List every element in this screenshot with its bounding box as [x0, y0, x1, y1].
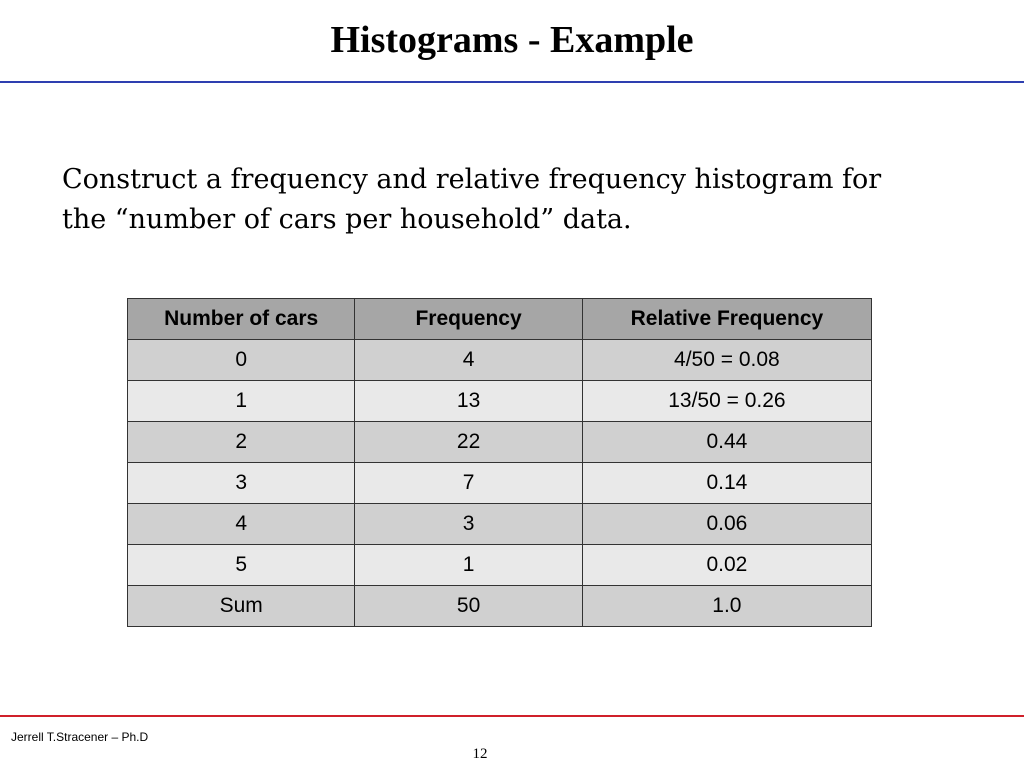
cell-frequency: 3: [355, 504, 582, 545]
cell-number-of-cars: 5: [128, 545, 355, 586]
cell-number-of-cars: 4: [128, 504, 355, 545]
frequency-table: [127, 298, 872, 627]
cell-sum-frequency: 50: [355, 586, 582, 627]
table-row: [128, 504, 872, 545]
header-relative-frequency: Relative Frequency: [582, 299, 871, 340]
instruction-line-1: Construct a frequency and relative frequency histogram for: [62, 164, 882, 195]
cell-relative-frequency: 13/50 = 0.26: [582, 381, 871, 422]
cell-number-of-cars: 0: [128, 340, 355, 381]
cell-frequency: 13: [355, 381, 582, 422]
cell-sum-label: Sum: [128, 586, 355, 627]
cell-number-of-cars: 3: [128, 463, 355, 504]
table-row: [128, 381, 872, 422]
table-row: [128, 422, 872, 463]
table-row: [128, 463, 872, 504]
table-row: [128, 340, 872, 381]
title-divider: [0, 81, 1024, 83]
instruction-text: [62, 160, 962, 240]
footer-author: Jerrell T.Stracener – Ph.D: [11, 730, 149, 744]
cell-relative-frequency: 0.14: [582, 463, 871, 504]
table-row-sum: [128, 586, 872, 627]
footer-divider: [0, 715, 1024, 717]
cell-frequency: 4: [355, 340, 582, 381]
cell-frequency: 7: [355, 463, 582, 504]
cell-relative-frequency: 4/50 = 0.08: [582, 340, 871, 381]
header-number-of-cars: Number of cars: [128, 299, 355, 340]
cell-frequency: 22: [355, 422, 582, 463]
header-frequency: Frequency: [355, 299, 582, 340]
table-header-row: [128, 299, 872, 340]
cell-relative-frequency: 0.02: [582, 545, 871, 586]
table-row: [128, 545, 872, 586]
slide-title: Histograms - Example: [330, 19, 694, 61]
page-number: 12: [472, 746, 488, 762]
instruction-line-2: the “number of cars per household” data.: [62, 204, 632, 235]
cell-relative-frequency: 0.44: [582, 422, 871, 463]
cell-sum-relative-frequency: 1.0: [582, 586, 871, 627]
cell-number-of-cars: 1: [128, 381, 355, 422]
cell-frequency: 1: [355, 545, 582, 586]
cell-relative-frequency: 0.06: [582, 504, 871, 545]
cell-number-of-cars: 2: [128, 422, 355, 463]
